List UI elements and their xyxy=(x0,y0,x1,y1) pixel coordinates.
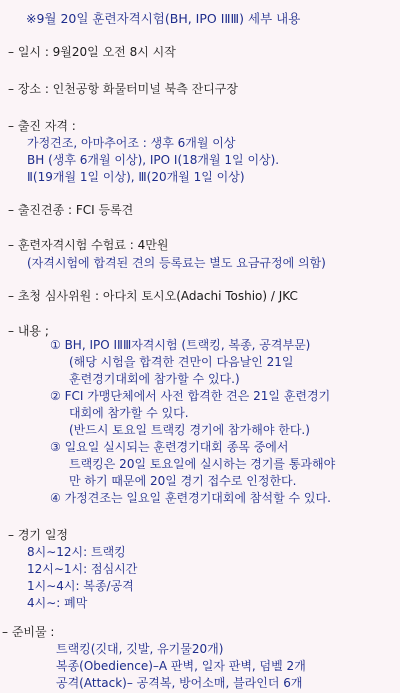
venue-line: – 장소 : 인천공항 화물터미널 북측 잔디구장 xyxy=(8,82,238,96)
eligibility-line: Ⅱ(19개월 1일 이상), Ⅲ(20개월 1일 이상) xyxy=(27,170,245,184)
eligibility-line: 가정견조, 아마추어조 : 생후 6개월 이상 xyxy=(27,136,236,150)
page-title: ※9월 20일 훈련자격시험(BH, IPO ⅠⅡⅢ) 세부 내용 xyxy=(26,11,301,26)
content-item-1-detail: 훈련경기대회에 참가할 수 있다.) xyxy=(69,372,240,386)
content-item-1: ① BH, IPO ⅠⅡⅢ자격시험 (트랙킹, 복종, 공격부문) xyxy=(50,338,311,352)
schedule-line: 4시∼: 폐막 xyxy=(27,596,88,610)
supplies-line: 트랙킹(깃대, 깃발, 유기물20개) xyxy=(56,642,224,656)
judge-line: – 초청 심사위원 : 아다치 토시오(Adachi Toshio) / JKC xyxy=(8,289,298,303)
schedule-heading: – 경기 일정 xyxy=(8,528,68,542)
content-item-1-detail: (해당 시험을 합격한 견만이 다음날인 21일 xyxy=(69,355,294,369)
content-item-4: ④ 가정견조는 일요일 훈련경기대회에 참석할 수 있다. xyxy=(50,491,331,505)
supplies-heading: – 준비물 : xyxy=(2,625,55,639)
date-line: – 일시 : 9월20일 오전 8시 시작 xyxy=(8,45,176,59)
schedule-line: 12시∼1시: 점심시간 xyxy=(27,562,138,576)
registration-line: – 출진견종 : FCI 등록견 xyxy=(8,203,134,217)
supplies-line: 복종(Obedience)–A 판벽, 일자 판벽, 덤벨 2개 xyxy=(56,659,306,673)
content-item-2-detail: 대회에 참가할 수 있다. xyxy=(69,406,189,420)
content-item-3-detail: 트랙킹은 20일 토요일에 실시하는 경기를 통과해야 xyxy=(69,457,336,471)
content-item-2-detail: (반드시 토요일 트랙킹 경기에 참가해야 한다.) xyxy=(69,423,310,437)
content-heading: – 내용 ; xyxy=(8,324,49,338)
content-item-3: ③ 일요일 실시되는 훈련경기대회 종목 중에서 xyxy=(50,440,289,454)
content-item-2: ② FCI 가맹단체에서 사전 합격한 견은 21일 훈련경기 xyxy=(50,389,331,403)
supplies-line: 공격(Attack)– 공격복, 방어소매, 블라인더 6개 xyxy=(56,676,303,690)
schedule-line: 8시∼12시: 트랙킹 xyxy=(27,545,126,559)
fee-heading: – 훈련자격시험 수험료 : 4만원 xyxy=(8,238,169,252)
content-item-3-detail: 만 하기 때문에 20일 경기 접수로 인정한다. xyxy=(69,474,297,488)
fee-note: (자격시험에 합격된 견의 등록료는 별도 요금규정에 의함) xyxy=(27,256,326,270)
schedule-line: 1시∼4시: 복종/공격 xyxy=(27,579,134,593)
eligibility-heading: – 출진 자격 : xyxy=(8,119,76,133)
eligibility-line: BH (생후 6개월 이상), IPO Ⅰ(18개월 1일 이상). xyxy=(27,153,280,167)
